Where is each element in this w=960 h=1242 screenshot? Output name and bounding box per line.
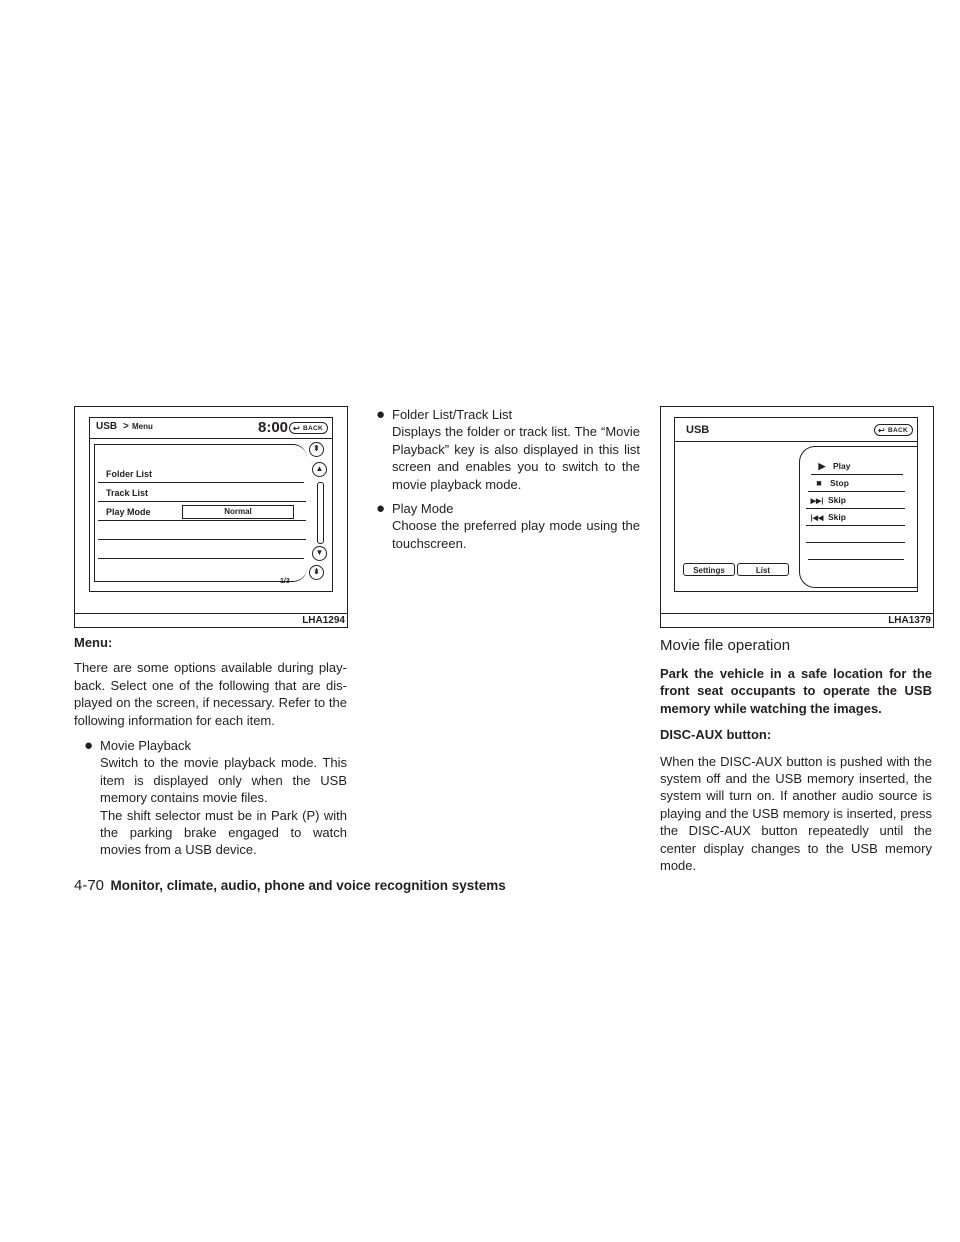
list-item-label: Track List <box>106 488 149 498</box>
menu-item-label: Skip <box>828 512 846 522</box>
list-item-track-list[interactable] <box>98 483 306 502</box>
back-arrow-icon: ↩ <box>878 426 886 435</box>
list-item-empty <box>98 521 306 540</box>
bullet-icon: ● <box>376 500 386 518</box>
figure-code: LHA1379 <box>888 615 931 626</box>
menu-intro-paragraph: There are some options available during play- back. Select one of the following that are dis- played on the screen, if necessary. Refer to the following information for each item. <box>74 660 347 728</box>
right-column <box>660 636 932 874</box>
list-item-empty <box>98 540 304 559</box>
play-icon: ▶ <box>818 461 826 471</box>
menu-item-empty <box>808 543 904 560</box>
screen-title: USB <box>96 421 118 432</box>
page-number: 4-70 <box>74 877 105 894</box>
menu-item-empty <box>806 526 905 543</box>
bullet-title: Movie Playback <box>100 738 192 754</box>
safety-warning: Park the vehicle in a safe location for the front seat occupants to operate the USB memory while watching the images. <box>660 666 932 716</box>
bullet-icon: ● <box>84 737 94 755</box>
back-label: BACK <box>303 425 323 432</box>
figure-rule <box>75 613 347 614</box>
scrollbar[interactable] <box>317 482 324 544</box>
screen-usb-menu <box>89 417 333 592</box>
section-heading-movie-file-operation: Movie file operation <box>660 637 791 654</box>
bullet-title: Folder List/Track List <box>392 407 513 422</box>
list-button[interactable]: List <box>737 563 789 576</box>
clock: 8:00 <box>258 419 289 436</box>
menu-item-label: Play <box>833 461 851 471</box>
play-mode-value[interactable]: Normal <box>182 505 294 519</box>
page-indicator: 1/3 <box>280 578 290 585</box>
disc-aux-paragraph: When the DISC-AUX button is pushed with the system off and the USB memory inserted, the system will turn on. If another audio source is playing and the USB memory is inserted, press the DISC-AUX button repeatedly until the center display changes to the USB memory mode. <box>660 753 932 874</box>
bullet-folder-track-list <box>366 406 640 493</box>
page-footer <box>74 877 506 895</box>
figure-rule <box>661 613 933 614</box>
list-item-folder-list[interactable] <box>98 464 304 483</box>
left-column <box>74 634 347 859</box>
header-bar <box>90 418 332 439</box>
breadcrumb-separator: > <box>123 421 129 432</box>
header-bar <box>675 418 917 442</box>
section-title: Monitor, climate, audio, phone and voice recognition systems <box>110 878 506 893</box>
skip-forward-icon: ▶▶| <box>810 498 824 505</box>
bullet-icon: ● <box>376 406 386 423</box>
back-arrow-icon: ↩ <box>293 424 301 433</box>
stop-icon: ■ <box>816 478 822 488</box>
menu-item-play[interactable] <box>811 458 903 475</box>
bullet-title: Play Mode <box>392 501 454 517</box>
figure-usb-menu <box>74 406 348 628</box>
bullet-body: Displays the folder or track list. The “Movie Playback” key is also displayed in this list screen and enables you to switch to the movie playback mode. <box>392 424 640 492</box>
menu-item-skip-forward[interactable] <box>806 492 905 509</box>
scroll-down-icon[interactable]: ▼ <box>312 546 327 561</box>
bullet-body: Choose the preferred play mode using the touchscreen. <box>392 518 640 551</box>
bullet-play-mode <box>366 500 640 552</box>
section-heading-menu: Menu: <box>74 635 113 650</box>
screen-title: USB <box>686 424 710 436</box>
middle-column <box>366 406 640 552</box>
settings-button[interactable]: Settings <box>683 563 735 576</box>
list-item-label: Play Mode <box>106 507 151 517</box>
menu-item-stop[interactable] <box>808 475 905 492</box>
scroll-top-icon[interactable]: ⇞ <box>309 442 324 457</box>
back-button[interactable] <box>874 424 913 436</box>
figure-code: LHA1294 <box>302 615 345 626</box>
menu-item-label: Skip <box>828 495 846 505</box>
back-label: BACK <box>888 427 908 434</box>
screen-usb-playback <box>674 417 918 592</box>
skip-back-icon: |◀◀ <box>810 515 824 522</box>
menu-item-label: Stop <box>830 478 849 488</box>
list-item-play-mode[interactable] <box>98 502 306 521</box>
menu-item-skip-back[interactable] <box>806 509 905 526</box>
breadcrumb: Menu <box>132 422 153 431</box>
list-item-label: Folder List <box>106 469 153 479</box>
subheading-disc-aux: DISC-AUX button: <box>660 727 772 743</box>
scroll-bottom-icon[interactable]: ⇟ <box>309 565 324 580</box>
bullet-body: Switch to the movie playback mode. This item is displayed only when the USB memory contains movie files. <box>100 755 347 806</box>
bullet-movie-playback <box>74 737 347 859</box>
bullet-body: The shift selector must be in Park (P) with the parking brake engaged to watch movies from a USB device. <box>100 807 347 858</box>
back-button[interactable] <box>289 422 328 434</box>
scroll-up-icon[interactable]: ▲ <box>312 462 327 477</box>
figure-usb-playback <box>660 406 934 628</box>
